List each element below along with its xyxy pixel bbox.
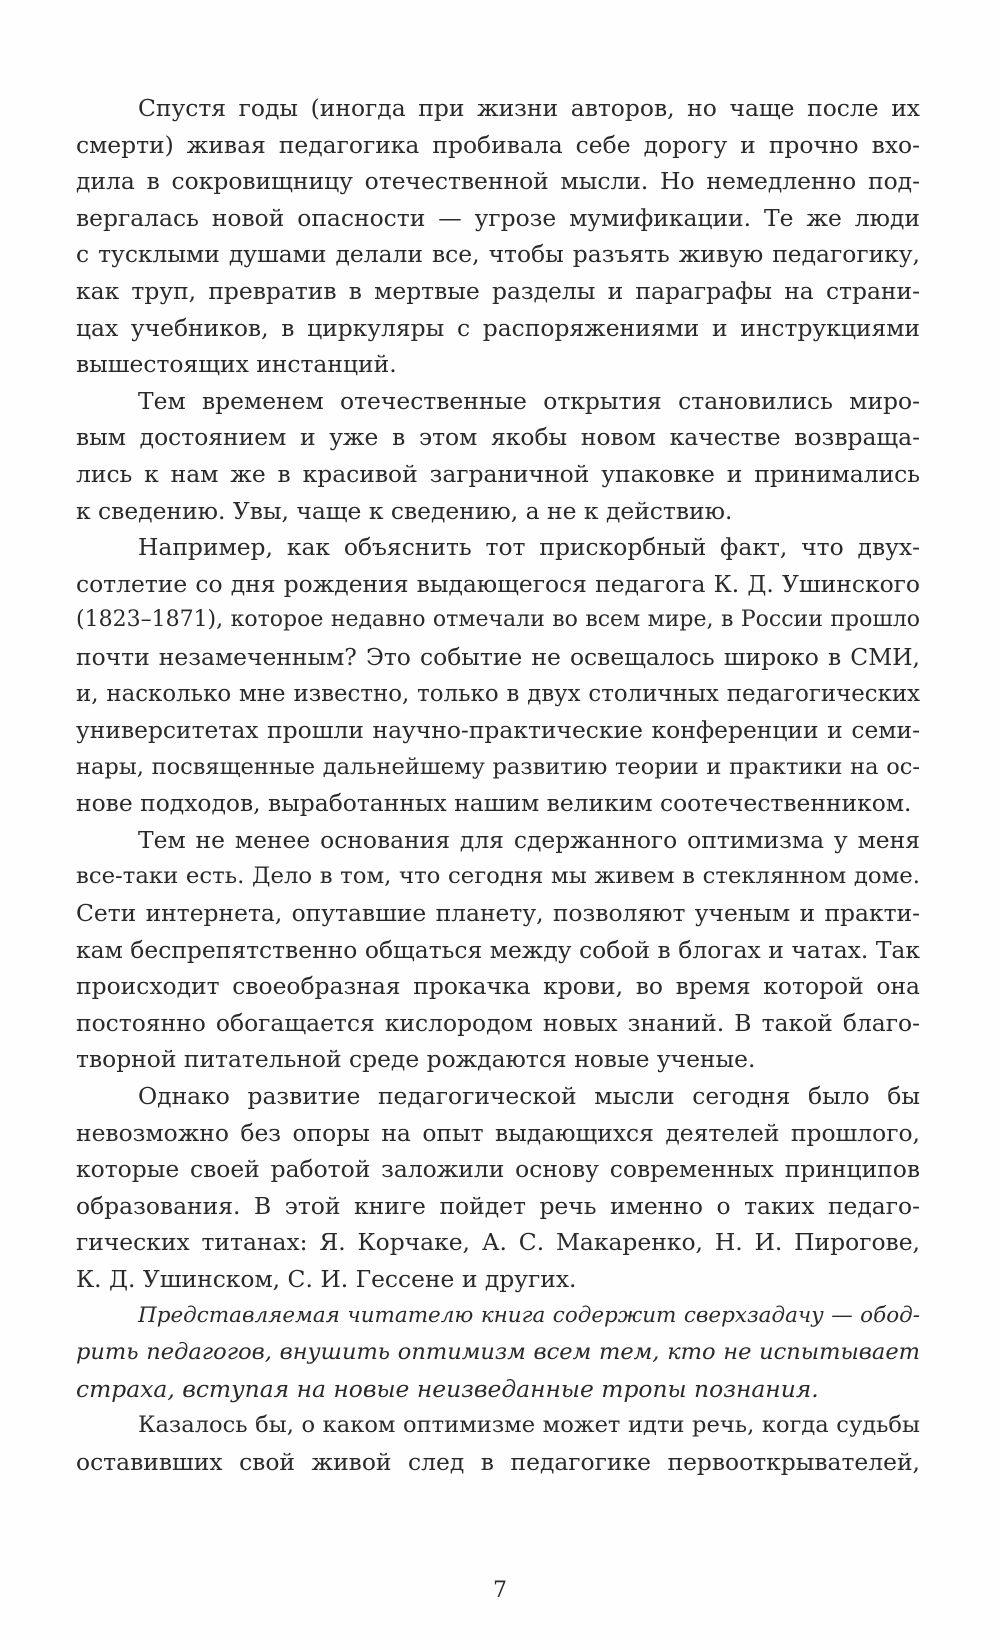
text-line: вергалась новой опасности — угрозе мумификации. Те же люди (76, 203, 920, 232)
text-line: Представляемая читателю книга содержит сверхзадачу — обод- (138, 1302, 920, 1328)
text-line: образования. В этой книге пойдет речь именно о таких педаго- (76, 1191, 920, 1220)
text-line: Спустя годы (иногда при жизни авторов, но чаще после их (138, 94, 920, 122)
text-line: цах учебников, в циркуляры с распоряжениями и инструкциями (76, 313, 920, 342)
text-line: Тем не менее основания для сдержанного оптимизма у меня (138, 825, 920, 854)
paragraph-6-italic (76, 1298, 920, 1408)
page-number: 7 (493, 1578, 507, 1603)
body-text (76, 90, 920, 1481)
text-line: К. Д. Ушинском, С. И. Гессене и других. (76, 1265, 577, 1293)
text-line: Сети интернета, опутавшие планету, позволяют ученым и практи- (76, 899, 920, 928)
text-line: к сведению. Увы, чаще к сведению, а не к действию. (76, 496, 733, 525)
text-line: гических титанах: Я. Корчаке, А. С. Макаренко, Н. И. Пирогове, (76, 1228, 920, 1257)
text-line: нары, посвященные дальнейшему развитию теории и практики на ос- (76, 753, 920, 780)
text-line: кам беспрепятственно общаться между собой в блогах и чатах. Так (76, 935, 920, 964)
text-line: вышестоящих инстанций. (76, 350, 397, 379)
text-line: Например, как объяснить тот прискорбный факт, что двух- (138, 533, 920, 562)
text-line: вым достоянием и уже в этом якобы новом качестве возвраща- (76, 423, 920, 452)
text-line: невозможно без опоры на опыт выдающихся деятелей прошлого, (76, 1118, 920, 1147)
text-line: и, насколько мне известно, только в двух столичных педагогических (76, 680, 920, 707)
text-line: лись к нам же в красивой заграничной упаковке и принимались (76, 459, 920, 488)
text-line: нове подходов, выработанных нашим великим соотечественником. (76, 789, 912, 818)
text-line: все-таки есть. Дело в том, что сегодня мы живем в стеклянном доме. (76, 863, 920, 890)
text-line: Казалось бы, о каком оптимизме может идти речь, когда судьбы (138, 1412, 920, 1439)
paragraph-4 (76, 822, 920, 1078)
paragraph-3 (76, 529, 920, 822)
text-line: почти незамеченным? Это событие не освещалось широко в СМИ, (76, 642, 920, 671)
text-line: постоянно обогащается кислородом новых знаний. В такой благо- (76, 1008, 920, 1037)
text-line: сотлетие со дня рождения выдающегося педагога К. Д. Ушинского (76, 569, 920, 598)
text-line: смерти) живая педагогика пробивала себе дорогу и прочно вхо- (76, 130, 920, 159)
text-line: как труп, превратив в мертвые разделы и параграфы на страни- (76, 276, 920, 305)
paragraph-2 (76, 383, 920, 529)
text-line: дила в сокровищницу отечественной мысли. Но немедленно под- (76, 167, 920, 196)
text-line: оставивших свой живой след в педагогике первооткрывателей, (76, 1447, 920, 1476)
text-line: Однако развитие педагогической мысли сегодня было бы (138, 1082, 920, 1111)
text-line: (1823–1871), которое недавно отмечали во всем мире, в России прошло (76, 607, 920, 633)
text-line: страха, вступая на новые неизведанные тропы познания. (76, 1374, 819, 1403)
text-line: Тем временем отечественные открытия становились миро- (138, 386, 920, 415)
paragraph-1 (76, 90, 920, 383)
text-line: университетах прошли научно-практические конференции и семи- (76, 716, 920, 745)
text-line: рить педагогов, внушить оптимизм всем тем, кто не испытывает (76, 1339, 920, 1366)
text-line: которые своей работой заложили основу современных принципов (76, 1155, 920, 1184)
paragraph-5 (76, 1078, 920, 1298)
text-line: происходит своеобразная прокачка крови, во время которой она (76, 972, 920, 1001)
text-line: с тусклыми душами делали все, чтобы разъять живую педагогику, (76, 240, 920, 269)
text-line: творной питательной среде рождаются новые ученые. (76, 1045, 756, 1074)
paragraph-7 (76, 1407, 920, 1480)
